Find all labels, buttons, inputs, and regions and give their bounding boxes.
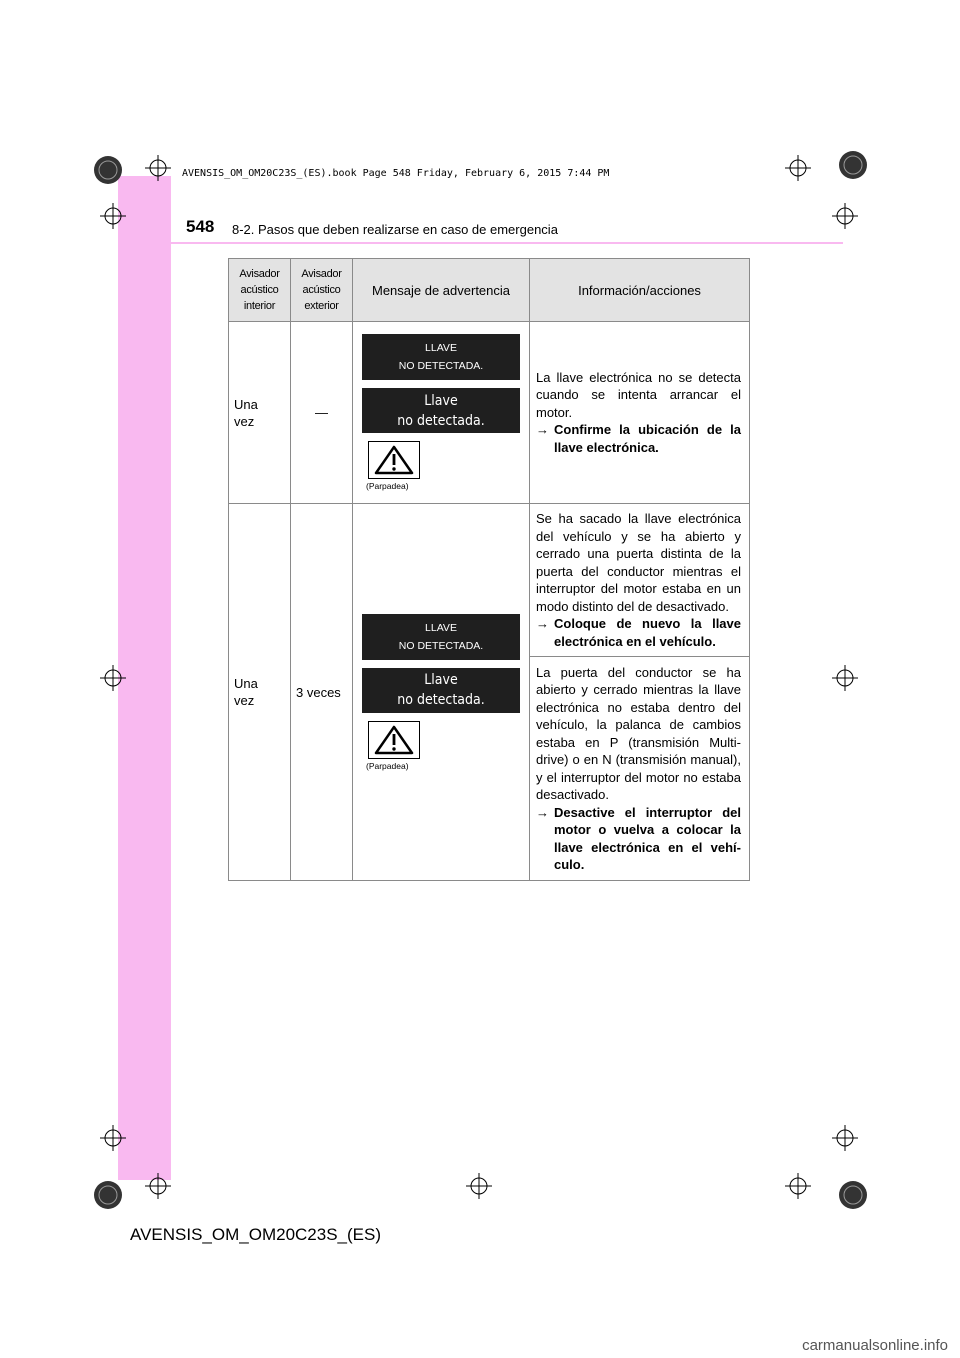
- display-message-caps: LLAVE NO DETECTADA.: [362, 614, 520, 660]
- registration-target-icon: [832, 1125, 858, 1151]
- arrow-icon: →: [536, 616, 549, 631]
- header-warning-message: Mensaje de advertencia: [353, 259, 530, 322]
- registration-target-icon: [785, 1173, 811, 1199]
- registration-target-icon: [466, 1173, 492, 1199]
- blink-label: (Parpadea): [366, 760, 409, 771]
- crop-mark-bottom-right: [833, 1175, 873, 1215]
- page-number: 548: [186, 217, 215, 236]
- warning-triangle-icon: [368, 721, 420, 759]
- registration-target-icon: [145, 1173, 171, 1199]
- message-cell: [353, 322, 530, 504]
- table-row: [229, 322, 750, 504]
- action-text: Desactive el interruptor del motor o vuelva a colocar la llave electrónica en el vehí-culo.: [554, 804, 741, 872]
- registration-target-icon: [832, 203, 858, 229]
- crop-mark-bottom-left: [88, 1175, 128, 1215]
- display-message-mixed: Llave no detectada.: [362, 668, 520, 713]
- footer-doc-code: AVENSIS_OM_OM20C23S_(ES): [130, 1225, 381, 1244]
- blink-label: (Parpadea): [366, 481, 409, 491]
- arrow-icon: →: [536, 422, 549, 438]
- table-row: [229, 504, 750, 657]
- action-text: Confirme la ubicación de la llave electrónica.: [554, 422, 741, 455]
- info-cell: La llave electrónica no se detecta cuando se intenta arrancar el motor. → Confirme la ubicación de la llave electrónica.: [530, 322, 750, 504]
- display-message-caps: LLAVE NO DETECTADA.: [362, 334, 520, 380]
- book-info-line: AVENSIS_OM_OM20C23S_(ES).book Page 548 Friday, February 6, 2015 7:44 PM: [182, 168, 610, 179]
- header-rule: [118, 242, 843, 244]
- exterior-buzzer-cell: —: [291, 322, 353, 504]
- info-cell: Se ha sacado la llave electrónica del vehículo y se ha abierto y cerrado una puerta distinta de la puerta del conductor mientras el interruptor del motor estaba en un modo distinto del de desactivado. → Coloque de nuevo la llave electrónica en el vehículo.: [530, 504, 750, 657]
- crop-mark-top-right: [833, 145, 873, 185]
- message-cell: [353, 504, 530, 881]
- registration-target-icon: [100, 665, 126, 691]
- info-cell: La puerta del conductor se ha abierto y cerrado mientras la llave electrónica no estaba dentro del vehículo, la palanca de cambios estaba en P (transmisión Multi-drive) o en N (transmisión manual), y el interruptor del motor no estaba desactivado. → Desactive el interruptor del motor o vuelva a colocar la llave electrónica en el vehí-culo.: [530, 657, 750, 881]
- section-title: 8-2. Pasos que deben realizarse en caso de emergencia: [232, 222, 558, 237]
- warning-table: [228, 258, 750, 881]
- registration-target-icon: [832, 665, 858, 691]
- exterior-buzzer-cell: 3 veces: [291, 504, 353, 881]
- interior-buzzer-cell: Una vez: [229, 322, 291, 504]
- arrow-icon: →: [536, 804, 549, 820]
- registration-target-icon: [100, 1125, 126, 1151]
- registration-target-icon: [785, 155, 811, 181]
- warning-triangle-icon: [368, 441, 420, 479]
- header-interior-buzzer: Avisador acústico interior: [229, 259, 291, 322]
- header-info-actions: Información/acciones: [530, 259, 750, 322]
- watermark: carmanualsonline.info: [802, 1337, 948, 1354]
- display-message-mixed: Llave no detectada.: [362, 388, 520, 433]
- registration-target-icon: [100, 203, 126, 229]
- table-header-row: [229, 259, 750, 322]
- header-exterior-buzzer: Avisador acústico exterior: [291, 259, 353, 322]
- registration-target-icon: [145, 155, 171, 181]
- interior-buzzer-cell: Una vez: [229, 504, 291, 881]
- crop-mark-top-left: [88, 150, 128, 190]
- action-text: Coloque de nuevo la llave electrónica en el vehículo.: [554, 616, 741, 649]
